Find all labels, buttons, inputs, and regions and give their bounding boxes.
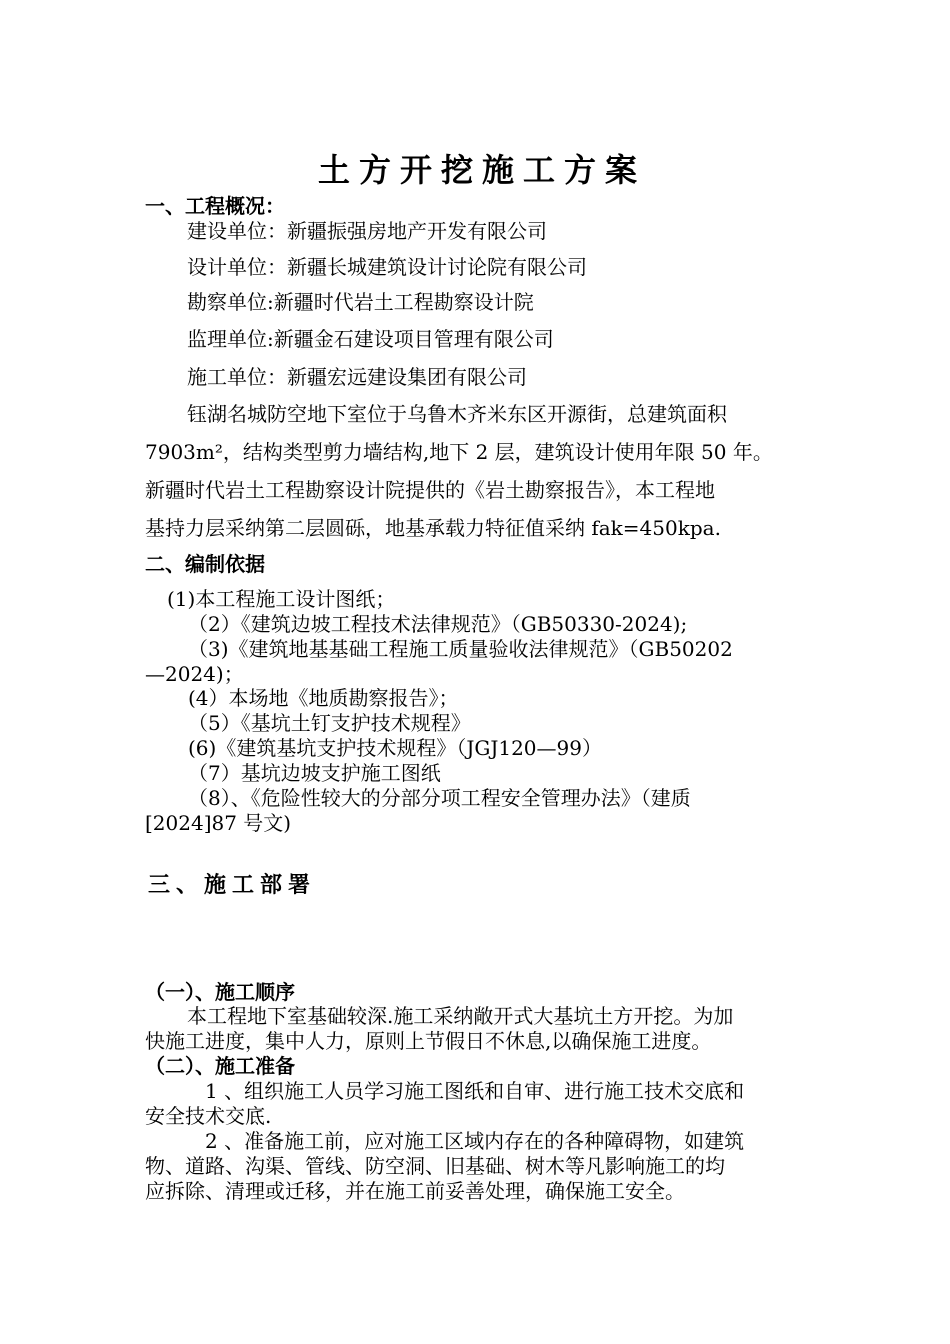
basis-item: （3)《建筑地基基础工程施工质量验收法律规范》（GB50202 [188,637,733,661]
basis-item: (1)本工程施工设计图纸； [167,587,396,611]
basis-item: (6)《建筑基坑支护技术规程》（JGJ120—99） [188,736,602,760]
preparation-line: 物、道路、沟渠、管线、防空洞、旧基础、树木等凡影响施工的均 [145,1154,725,1178]
preparation-line: 应拆除、清理或迁移，并在施工前妥善处理，确保施工安全。 [145,1179,685,1203]
basis-item: （8）、《危险性较大的分部分项工程安全管理办法》（建质 [188,786,691,810]
section-2-heading: 二、编制依据 [145,552,265,576]
supervision-unit-line: 监理单位:新疆金石建设项目管理有限公司 [187,327,554,351]
basis-item: [2024]87 号文) [145,811,292,835]
preparation-line: 安全技术交底. [145,1104,272,1128]
section-3-heading: 三、施工部署 [148,873,317,898]
overview-paragraph-line: 钰湖名城防空地下室位于乌鲁木齐米东区开源街，总建筑面积 [187,402,727,426]
subsection-sequence-heading: （一）、施工顺序 [145,980,295,1004]
overview-paragraph-line: 7903m²，结构类型剪力墙结构,地下 2 层，建筑设计使用年限 50 年。 [145,440,773,464]
basis-item: —2024)； [145,662,244,686]
preparation-line: 2 、准备施工前，应对施工区域内存在的各种障碍物，如建筑 [205,1129,745,1153]
survey-unit-line: 勘察单位:新疆时代岩土工程勘察设计院 [187,290,534,314]
overview-paragraph-line: 基持力层采纳第二层圆砾，地基承载力特征值采纳 fak=450kpa. [145,516,721,540]
sequence-line: 快施工进度，集中人力，原则上节假日不休息,以确保施工进度。 [145,1029,712,1053]
overview-paragraph-line: 新疆时代岩土工程勘察设计院提供的《岩土勘察报告》，本工程地 [145,478,715,502]
basis-item: （2）《建筑边坡工程技术法律规范》（GB50330-2024); [188,612,688,636]
basis-item: （5）《基坑土钉支护技术规程》 [188,711,471,735]
basis-item: （7）基坑边坡支护施工图纸 [188,761,441,785]
basis-item: (4）本场地《地质勘察报告》； [188,686,459,710]
preparation-line: 1 、组织施工人员学习施工图纸和自审、进行施工技术交底和 [205,1079,745,1103]
document-title: 土方开挖施工方案 [318,151,647,189]
construction-unit-line: 建设单位：新疆振强房地产开发有限公司 [187,219,547,243]
contractor-unit-line: 施工单位：新疆宏远建设集团有限公司 [187,365,527,389]
design-unit-line: 设计单位：新疆长城建筑设计讨论院有限公司 [187,255,587,279]
subsection-preparation-heading: （二）、施工准备 [145,1054,295,1078]
sequence-line: 本工程地下室基础较深.施工采纳敞开式大基坑土方开挖。为加 [187,1004,734,1028]
section-1-heading: 一、工程概况： [145,194,285,218]
